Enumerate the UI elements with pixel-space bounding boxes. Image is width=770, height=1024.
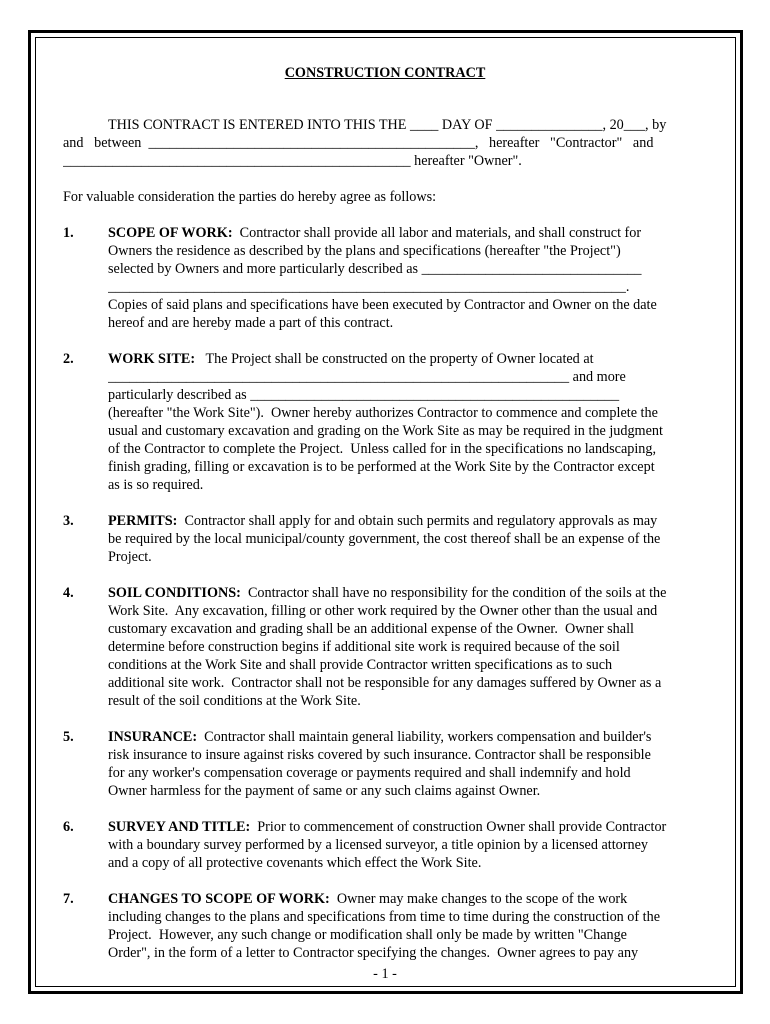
- section-7: [63, 890, 707, 962]
- document-page: [63, 64, 707, 980]
- section-text: Contractor shall have no responsibility for the condition of the soils at the: [240, 585, 667, 601]
- section-4: [63, 584, 707, 710]
- section-number: 4.: [63, 585, 74, 601]
- section-6: [63, 818, 707, 872]
- section-number: 2.: [63, 351, 74, 367]
- section-3: [63, 512, 707, 566]
- section-line: of the Contractor to complete the Project. Unless called for in the specifications no landscaping,: [108, 441, 657, 457]
- intro-line-2-left: and between: [63, 135, 142, 151]
- section-line: and a copy of all protective covenants which effect the Work Site.: [108, 855, 482, 871]
- section-heading: SCOPE OF WORK:: [108, 225, 233, 241]
- section-line: [108, 890, 707, 908]
- section-line: Order", in the form of a letter to Contractor specifying the changes. Owner agrees to pay any: [108, 945, 639, 961]
- section-heading: INSURANCE:: [108, 729, 198, 745]
- contractor-name-blank: ______________________________________________: [148, 135, 475, 151]
- section-line: result of the soil conditions at the Work Site.: [108, 693, 361, 709]
- section-line: including changes to the plans and specifications from time to time during the construction of the: [108, 909, 660, 925]
- section-line: hereof and are hereby made a part of this contract.: [108, 315, 394, 331]
- page-number: - 1 -: [373, 966, 397, 982]
- owner-name-blank: _________________________________________________: [63, 153, 411, 169]
- section-line: [108, 728, 707, 746]
- section-line: determine before construction begins if additional site work is required because of the soil: [108, 639, 620, 655]
- section-line: additional site work. Contractor shall not be responsible for any damages suffered by Owner as a: [108, 675, 662, 691]
- section-line: Project. However, any such change or modification shall only be made by written "Change: [108, 927, 627, 943]
- section-text: Contractor shall maintain general liability, workers compensation and builder's: [197, 729, 652, 745]
- section-text: The Project shall be constructed on the property of Owner located at: [195, 351, 594, 367]
- section-number: 6.: [63, 819, 74, 835]
- section-5: [63, 728, 707, 800]
- section-heading: WORK SITE:: [108, 351, 196, 367]
- section-number: 1.: [63, 225, 74, 241]
- section-line: risk insurance to insure against risks covered by such insurance. Contractor shall be responsible: [108, 747, 651, 763]
- section-heading: PERMITS:: [108, 513, 178, 529]
- intro-line-3: [63, 152, 707, 170]
- intro-line-1: THIS CONTRACT IS ENTERED INTO THIS THE ____ DAY OF _______________, 20___, by: [108, 117, 667, 133]
- section-line: for any worker's compensation coverage or payments required and shall indemnify and hold: [108, 765, 631, 781]
- section-line: _________________________________________________________________________.: [108, 279, 630, 295]
- section-text: Contractor shall provide all labor and materials, and shall construct for: [232, 225, 642, 241]
- section-line: Owner harmless for the payment of same or any such claims against Owner.: [108, 783, 541, 799]
- contract-sections: [63, 224, 707, 962]
- section-2: [63, 350, 707, 494]
- section-line: _________________________________________________________________ and more: [108, 369, 626, 385]
- section-heading: SOIL CONDITIONS:: [108, 585, 241, 601]
- section-line: be required by the local municipal/county government, the cost thereof shall be an expense of the: [108, 531, 661, 547]
- section-heading: CHANGES TO SCOPE OF WORK:: [108, 891, 330, 907]
- section-line: (hereafter "the Work Site"). Owner hereby authorizes Contractor to commence and complete the: [108, 405, 658, 421]
- section-heading: SURVEY AND TITLE:: [108, 819, 251, 835]
- intro-paragraph: [63, 116, 707, 170]
- section-text: Owner may make changes to the scope of the work: [329, 891, 628, 907]
- section-text: Contractor shall apply for and obtain such permits and regulatory approvals as may: [177, 513, 658, 529]
- section-line: usual and customary excavation and grading on the Work Site as may be required in the judgment: [108, 423, 663, 439]
- section-line: particularly described as ____________________________________________________: [108, 387, 620, 403]
- section-number: 7.: [63, 891, 74, 907]
- section-line: [108, 512, 707, 530]
- section-line: with a boundary survey performed by a licensed surveyor, a title opinion by a licensed attorney: [108, 837, 648, 853]
- section-text: Prior to commencement of construction Owner shall provide Contractor: [250, 819, 667, 835]
- section-line: as is so required.: [108, 477, 204, 493]
- intro-line-2: [63, 134, 707, 152]
- section-line: selected by Owners and more particularly described as _______________________________: [108, 261, 642, 277]
- section-line: [108, 224, 707, 242]
- consideration-paragraph: For valuable consideration the parties do hereby agree as follows:: [63, 189, 437, 205]
- section-line: Work Site. Any excavation, filling or other work required by the Owner other than the usual and: [108, 603, 658, 619]
- section-number: 3.: [63, 513, 74, 529]
- section-number: 5.: [63, 729, 74, 745]
- section-1: [63, 224, 707, 332]
- section-line: customary excavation and grading shall be an additional expense of the Owner. Owner shall: [108, 621, 634, 637]
- section-line: Owners the residence as described by the plans and specifications (hereafter "the Project"): [108, 243, 621, 259]
- document-title: CONSTRUCTION CONTRACT: [284, 65, 486, 81]
- section-line: [108, 584, 707, 602]
- section-line: Project.: [108, 549, 152, 565]
- section-line: finish grading, filling or excavation is to be performed at the Work Site by the Contractor except: [108, 459, 655, 475]
- section-line: [108, 818, 707, 836]
- intro-line-3-right: hereafter "Owner".: [410, 153, 522, 169]
- section-line: Copies of said plans and specifications have been executed by Contractor and Owner on the date: [108, 297, 657, 313]
- section-line: conditions at the Work Site and shall provide Contractor written specifications as to such: [108, 657, 613, 673]
- section-line: [108, 350, 707, 368]
- intro-line-2-right: , hereafter "Contractor" and: [474, 135, 654, 151]
